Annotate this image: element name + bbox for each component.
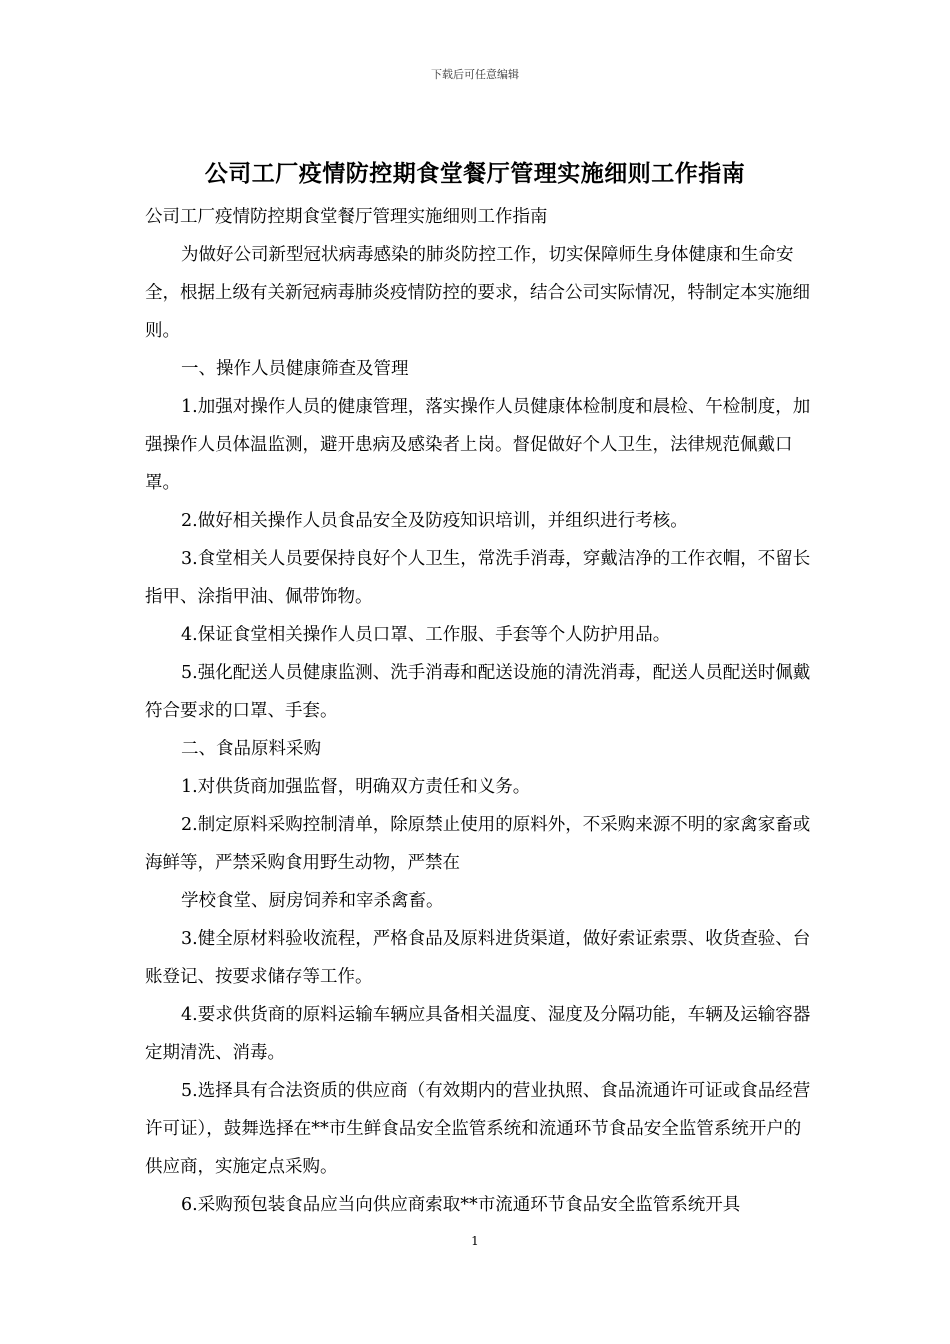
paragraph-2-2-continued: 学校食堂、厨房饲养和宰杀禽畜。 [181,891,444,911]
intro-paragraph: 为做好公司新型冠状病毒感染的肺炎防控工作，切实保障师生身体健康和生命安全，根据上级有关新冠病毒肺炎疫情防控的要求，结合公司实际情况，特制定本实施细则。 [145,245,810,341]
document-subtitle: 公司工厂疫情防控期食堂餐厅管理实施细则工作指南 [145,207,548,227]
document-title: 公司工厂疫情防控期食堂餐厅管理实施细则工作指南 [204,160,746,187]
paragraph-2-5: 5.选择具有合法资质的供应商（有效期内的营业执照、食品流通许可证或食品经营许可证），鼓舞选择在**市生鲜食品安全监管系统和流通环节食品安全监管系统开户的供应商，实施定点采购。 [145,1081,811,1177]
page-header-note: 下载后可任意编辑 [431,68,519,81]
section-heading-1: 一、操作人员健康筛查及管理 [181,359,409,379]
paragraph-2-1: 1.对供货商加强监督，明确双方责任和义务。 [181,777,531,797]
paragraph-1-1: 1.加强对操作人员的健康管理，落实操作人员健康体检制度和晨检、午检制度，加强操作人员体温监测，避开患病及感染者上岗。督促做好个人卫生，法律规范佩戴口罩。 [145,397,811,493]
paragraph-1-4: 4.保证食堂相关操作人员口罩、工作服、手套等个人防护用品。 [181,625,671,645]
paragraph-2-3: 3.健全原材料验收流程，严格食品及原料进货渠道，做好索证索票、收货查验、台账登记、按要求储存等工作。 [145,929,811,987]
document-body [145,198,817,1224]
paragraph-1-2: 2.做好相关操作人员食品安全及防疫知识培训，并组织进行考核。 [181,511,688,531]
page-number: 1 [471,1234,479,1248]
paragraph-1-3: 3.食堂相关人员要保持良好个人卫生，常洗手消毒，穿戴洁净的工作衣帽，不留长指甲、涂指甲油、佩带饰物。 [145,549,811,607]
section-heading-2: 二、食品原料采购 [181,739,321,759]
paragraph-1-5: 5.强化配送人员健康监测、洗手消毒和配送设施的清洗消毒，配送人员配送时佩戴符合要求的口罩、手套。 [145,663,811,721]
paragraph-2-2: 2.制定原料采购控制清单，除原禁止使用的原料外，不采购来源不明的家禽家畜或海鲜等，严禁采购食用野生动物，严禁在 [145,815,811,873]
paragraph-2-6: 6.采购预包装食品应当向供应商索取**市流通环节食品安全监管系统开具 [181,1195,741,1215]
paragraph-2-4: 4.要求供货商的原料运输车辆应具备相关温度、湿度及分隔功能，车辆及运输容器定期清洗、消毒。 [145,1005,811,1063]
